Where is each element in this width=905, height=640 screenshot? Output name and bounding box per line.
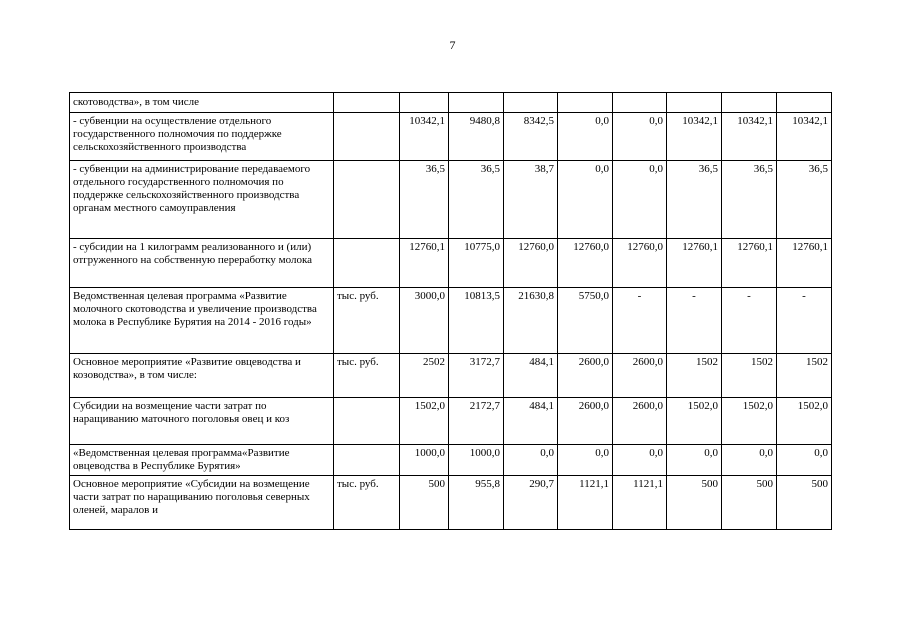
row-value [777,93,832,113]
row-unit [334,239,400,288]
row-value: 10342,1 [400,113,449,161]
row-value: 2600,0 [558,398,613,445]
row-value: 1502 [777,354,832,398]
row-description: скотоводства», в том числе [70,93,334,113]
row-value [722,93,777,113]
row-value: 2600,0 [558,354,613,398]
row-value: - [722,288,777,354]
row-description: Субсидии на возмещение части затрат по наращиванию маточного поголовья овец и коз [70,398,334,445]
row-value: 2502 [400,354,449,398]
row-value: 36,5 [722,161,777,239]
budget-table [69,92,832,530]
row-value: 484,1 [504,398,558,445]
row-value: 500 [667,476,722,530]
row-value: 0,0 [613,445,667,476]
row-unit: тыс. руб. [334,354,400,398]
page-number: 7 [449,38,456,52]
row-unit [334,161,400,239]
row-value: 1502,0 [667,398,722,445]
table-row [70,354,832,398]
row-description: - субсидии на 1 килограмм реализованного и (или) отгруженного на собственную переработку молока [70,239,334,288]
row-value: 12760,1 [777,239,832,288]
row-value: 1502,0 [777,398,832,445]
row-value [400,93,449,113]
row-value: 1502,0 [722,398,777,445]
row-value: 1000,0 [449,445,504,476]
row-value: 1502 [667,354,722,398]
row-value: 290,7 [504,476,558,530]
table-row [70,113,832,161]
row-value [558,93,613,113]
row-value: 2600,0 [613,398,667,445]
table-row [70,93,832,113]
row-value: 12760,1 [667,239,722,288]
row-value: 2600,0 [613,354,667,398]
row-description: «Ведомственная целевая программа«Развитие овцеводства в Республике Бурятия» [70,445,334,476]
row-value: 0,0 [667,445,722,476]
row-value: 36,5 [400,161,449,239]
row-value: 10342,1 [777,113,832,161]
row-unit [334,93,400,113]
row-unit [334,398,400,445]
row-value: 500 [400,476,449,530]
row-value: 8342,5 [504,113,558,161]
row-value: 0,0 [613,113,667,161]
row-value: - [777,288,832,354]
row-value: 10342,1 [667,113,722,161]
row-value: 36,5 [777,161,832,239]
row-value: 38,7 [504,161,558,239]
row-value: 10775,0 [449,239,504,288]
row-value: 500 [777,476,832,530]
row-value: 955,8 [449,476,504,530]
table-body [70,93,832,530]
row-value: 1000,0 [400,445,449,476]
row-value: 0,0 [722,445,777,476]
row-description: - субвенции на администрирование передаваемого отдельного государственного полномочия по поддержке сельскохозяйственного производства органам местного самоуправления [70,161,334,239]
row-value: - [667,288,722,354]
table-row [70,161,832,239]
row-description: - субвенции на осуществление отдельного государственного полномочия по поддержке сельскохозяйственного производства [70,113,334,161]
row-unit: тыс. руб. [334,288,400,354]
row-unit [334,445,400,476]
table-row [70,288,832,354]
row-value: 12760,0 [613,239,667,288]
row-value: 2172,7 [449,398,504,445]
row-value: 0,0 [613,161,667,239]
row-value: 484,1 [504,354,558,398]
row-value: 1502 [722,354,777,398]
row-value: 0,0 [777,445,832,476]
table-row [70,239,832,288]
row-value: 36,5 [667,161,722,239]
row-value: 21630,8 [504,288,558,354]
row-value: 10342,1 [722,113,777,161]
table-row [70,476,832,530]
row-value: 0,0 [504,445,558,476]
row-description: Ведомственная целевая программа «Развитие молочного скотоводства и увеличение производства молока в Республике Бурятия на 2014 - 2016 годы» [70,288,334,354]
table-row [70,398,832,445]
row-value: 0,0 [558,113,613,161]
row-value: 1502,0 [400,398,449,445]
row-value: 3172,7 [449,354,504,398]
row-unit: тыс. руб. [334,476,400,530]
row-description: Основное мероприятие «Субсидии на возмещение части затрат по наращиванию поголовья северных оленей, маралов и [70,476,334,530]
row-value: 12760,0 [558,239,613,288]
row-value: 0,0 [558,445,613,476]
row-value: 0,0 [558,161,613,239]
row-value: - [613,288,667,354]
row-value: 9480,8 [449,113,504,161]
row-value: 1121,1 [558,476,613,530]
row-value: 3000,0 [400,288,449,354]
row-value [667,93,722,113]
row-value: 10813,5 [449,288,504,354]
row-description: Основное мероприятие «Развитие овцеводства и козоводства», в том числе: [70,354,334,398]
row-value [504,93,558,113]
row-value [449,93,504,113]
row-value: 12760,1 [722,239,777,288]
row-unit [334,113,400,161]
row-value: 500 [722,476,777,530]
row-value [613,93,667,113]
row-value: 12760,1 [400,239,449,288]
table-row [70,445,832,476]
row-value: 36,5 [449,161,504,239]
row-value: 5750,0 [558,288,613,354]
row-value: 12760,0 [504,239,558,288]
row-value: 1121,1 [613,476,667,530]
